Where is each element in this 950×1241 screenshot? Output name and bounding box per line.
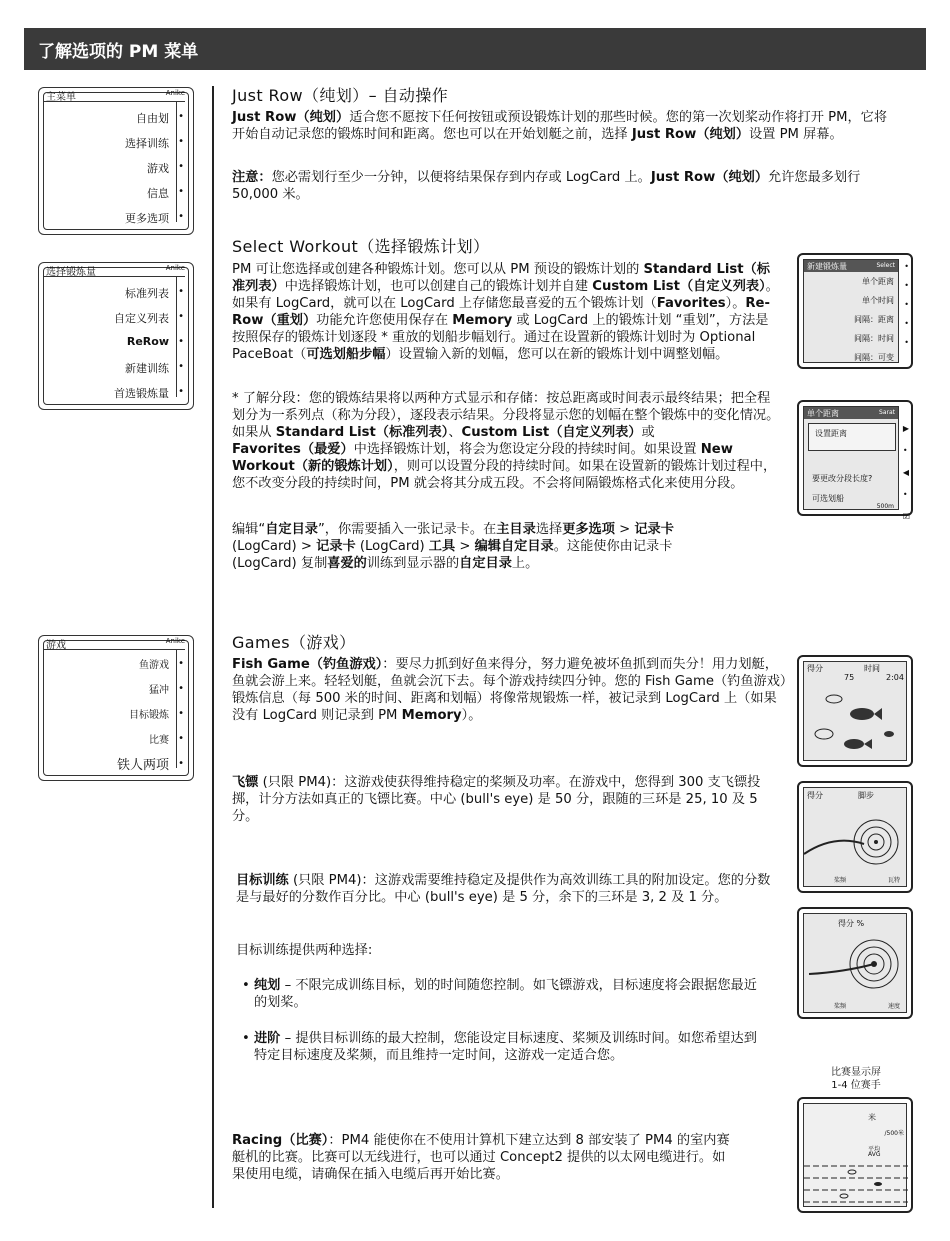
monitor-screen xyxy=(803,259,899,363)
menu-item: 更多选项 xyxy=(125,212,169,225)
page-header xyxy=(24,28,926,70)
darts-monitor xyxy=(797,781,913,893)
monitor-screen: 得分 % 桨频 速度 xyxy=(803,913,907,1013)
softkey-dots-icon: • • • • • xyxy=(904,262,909,347)
screen-title: 主菜单 xyxy=(46,92,76,103)
softkey-dot-icon: • xyxy=(178,286,184,297)
monitor-item: 间隔：可变 xyxy=(854,353,894,362)
dartboard-icon xyxy=(804,804,904,874)
screen-header xyxy=(44,637,185,650)
menu-item: 选择训练 xyxy=(125,137,169,150)
menu-item: 目标锻炼 xyxy=(129,710,169,721)
screen-brand: Anike xyxy=(165,89,185,97)
softkey-arrows-icon: ▶ • ◀ • ☑ xyxy=(902,424,910,521)
softkey-dot-icon: • xyxy=(178,733,184,744)
screen-header xyxy=(44,89,185,102)
single-distance-monitor xyxy=(797,400,913,521)
games-screen xyxy=(38,635,194,781)
menu-item: 自定义列表 xyxy=(114,312,169,325)
target-paragraph: 目标训练 (只限 PM4)：这游戏需要维持稳定及提供作为高效训练工具的附加设定。您的分数是与最好的分数作百分比。中心 (bull's eye) 是 5 分，余下的三环是 3, 2 及 1 分。 xyxy=(236,873,771,905)
darts-paragraph: 飞镖 (只限 PM4)：这游戏使获得维持稳定的桨频及功率。在游戏中，您得到 300 支飞镖投掷，计分方法如真正的飞镖比赛。中心 (bull's eye) 是 50 分，跟随的三环是 25, 10 及 5 分。 xyxy=(232,775,761,824)
menu-item: 比赛 xyxy=(149,735,169,746)
paceboat-option: 可选划船 xyxy=(812,494,844,503)
fish-icon xyxy=(804,684,904,764)
bullet-advanced: • 进阶 – 提供目标训练的最大控制，您能设定目标速度、桨频及训练时间。如您希望达到特定目标速度及桨频，而且维持一定时间，这游戏一定适合您。 xyxy=(242,1031,757,1063)
monitor-item: 单个距离 xyxy=(862,277,894,286)
screen-brand: Anike xyxy=(165,264,185,272)
softkey-dot-icon: • xyxy=(178,111,184,122)
screen-header xyxy=(44,264,185,277)
page-title: 了解选项的 PM 菜单 xyxy=(38,42,199,62)
softkey-divider xyxy=(176,102,177,222)
monitor-screen: 米 /500米 平均 AVG xyxy=(803,1103,907,1207)
monitor-screen: 得分 脚步 桨频 瓦特 xyxy=(803,787,907,887)
bullet-just-row: • 纯划 – 不限完成训练目标，划的时间随您控制。如飞镖游戏，目标速度将会跟据您最近的划桨。 xyxy=(242,978,757,1010)
menu-item: 首选锻炼量 xyxy=(114,387,169,400)
softkey-dot-icon: • xyxy=(178,386,184,397)
menu-item: 标准列表 xyxy=(125,287,169,300)
select-workout-paragraph: PM 可让您选择或创建各种锻炼计划。您可以从 PM 预设的锻炼计划的 Standard List（标准列表）中选择锻炼计划，也可以创建自己的锻炼计划并自建 Custom List（自定义列表）。如果有 LogCard，就可以在 LogCard 上存储您最喜爱的五个锻炼计划（Favorites）。Re-Row（重划）功能允许您使用保存在 Memory 或 LogCard 上的锻炼计划 “重划”，方法是按照保存的锻炼计划逐段 * 重放的划船步幅划行。通过在设置新的锻炼计划时为 Optional PaceBoat（可选划船步幅）设置输入新的划幅，您可以在新的锻炼计划中调整划幅。 xyxy=(232,262,779,362)
softkey-dot-icon: • xyxy=(178,161,184,172)
just-row-title: Just Row（纯划）– 自动操作 xyxy=(232,86,449,105)
select-workout-title: Select Workout（选择锻炼计划） xyxy=(232,237,490,256)
fish-game-paragraph: Fish Game（钓鱼游戏）：要尽力抓到好鱼来得分，努力避免被坏鱼抓到而失分！用力划艇，鱼就会游上来。轻轻划艇，鱼就会沉下去。每个游戏持续四分钟。您的 Fish Game（钓鱼游戏）锻炼信息（每 500 米的时间、距离和划幅）将像常规锻炼一样，被记录到 LogCard 上（如果没有 LogCard 则记录到 PM Memory）。 xyxy=(232,657,787,723)
monitor-title-bar: 新建锻炼量 Select xyxy=(804,260,898,272)
menu-item: ReRow xyxy=(126,335,169,348)
split-value: 500m xyxy=(876,503,894,510)
target-icon xyxy=(804,930,904,1000)
monitor-screen: 得分 时间 75 2:04 xyxy=(803,661,907,761)
screen-title: 游戏 xyxy=(46,640,66,651)
softkey-dot-icon: • xyxy=(178,758,184,769)
custom-list-paragraph: 编辑“自定目录”，你需要插入一张记录卡。在主目录选择更多选项 > 记录卡 (LogCard) > 记录卡 (LogCard) 工具 > 编辑自定目录。这能使你由记录卡 (LogCard) 复制喜爱的训练到显示器的自定目录上。 xyxy=(232,522,674,571)
splits-question: 要更改分段长度? xyxy=(812,474,873,483)
target-intro: 目标训练提供两种选择: xyxy=(236,943,373,958)
softkey-divider xyxy=(176,650,177,768)
softkey-divider xyxy=(176,277,177,397)
fish-game-monitor xyxy=(797,655,913,767)
new-workout-monitor xyxy=(797,253,913,369)
softkey-dot-icon: • xyxy=(178,186,184,197)
main-menu-screen xyxy=(38,87,194,235)
screen-title: 选择锻炼量 xyxy=(46,267,96,278)
monitor-title-bar: 单个距离 Sarat xyxy=(804,407,898,419)
softkey-dot-icon: • xyxy=(178,658,184,669)
softkey-dot-icon: • xyxy=(178,311,184,322)
screen-brand: Anike xyxy=(165,637,185,645)
menu-item: 鱼游戏 xyxy=(139,660,169,671)
racing-caption: 比赛显示屏 1-4 位赛手 xyxy=(831,1067,881,1091)
just-row-paragraph: Just Row（纯划）适合您不愿按下任何按钮或预设锻炼计划的那些时候。您的第一次划桨动作将打开 PM，它将开始自动记录您的锻炼时间和距离。您也可以在开始划艇之前，选择 Just Row（纯划）设置 PM 屏幕。 xyxy=(232,110,888,142)
monitor-item: 间隔：时间 xyxy=(854,334,894,343)
menu-item: 新建训练 xyxy=(125,362,169,375)
just-row-note: 注意：您必需划行至少一分钟，以便将结果保存到内存或 LogCard 上。Just Row（纯划）允许您最多划行 50,000 米。 xyxy=(232,170,861,202)
menu-item: 游戏 xyxy=(147,162,169,175)
menu-item: 铁人两项 xyxy=(116,758,169,773)
monitor-screen xyxy=(803,406,899,510)
target-monitor xyxy=(797,907,913,1019)
softkey-dot-icon: • xyxy=(178,211,184,222)
monitor-item: 单个时间 xyxy=(862,296,894,305)
distance-entry-box: 设置距离 xyxy=(808,423,896,451)
softkey-dot-icon: • xyxy=(178,361,184,372)
racing-monitor xyxy=(797,1097,913,1213)
monitor-item: 间隔：距离 xyxy=(854,315,894,324)
softkey-dot-icon: • xyxy=(178,683,184,694)
race-lanes-icon xyxy=(804,1156,908,1216)
softkey-dot-icon: • xyxy=(178,708,184,719)
softkey-dot-icon: • xyxy=(178,336,184,347)
select-workout-screen xyxy=(38,262,194,410)
softkey-dot-icon: • xyxy=(178,136,184,147)
splits-paragraph: * 了解分段：您的锻炼结果将以两种方式显示和存储：按总距离或时间表示最终结果；把全程划分为一系列点（称为分段），逐段表示结果。分段将显示您的划幅在整个锻炼中的变化情况。如果从 Standard List（标准列表）、Custom List（自定义列表）或 Favorites（最爱）中选择锻炼计划，将会为您设定分段的持续时间。如果设置 New Workout（新的锻炼计划），则可以设置分段的持续时间。如果在设置新的锻炼计划过程中，您不改变分段的持续时间，PM 就会将其分成五段。不会将间隔锻炼格式化来使用分段。 xyxy=(232,391,780,491)
menu-item: 自由划 xyxy=(136,112,169,125)
menu-item: 信息 xyxy=(147,187,169,200)
menu-item: 猛冲 xyxy=(149,685,169,696)
column-divider xyxy=(212,86,214,1208)
games-title: Games（游戏） xyxy=(232,633,356,652)
racing-paragraph: Racing（比赛）：PM4 能使你在不使用计算机下建立达到 8 部安装了 PM4 的室内赛艇机的比赛。比赛可以无线进行，也可以通过 Concept2 提供的以太网电缆进行。如果使用电缆，请确保在插入电缆后再开始比赛。 xyxy=(232,1133,730,1182)
